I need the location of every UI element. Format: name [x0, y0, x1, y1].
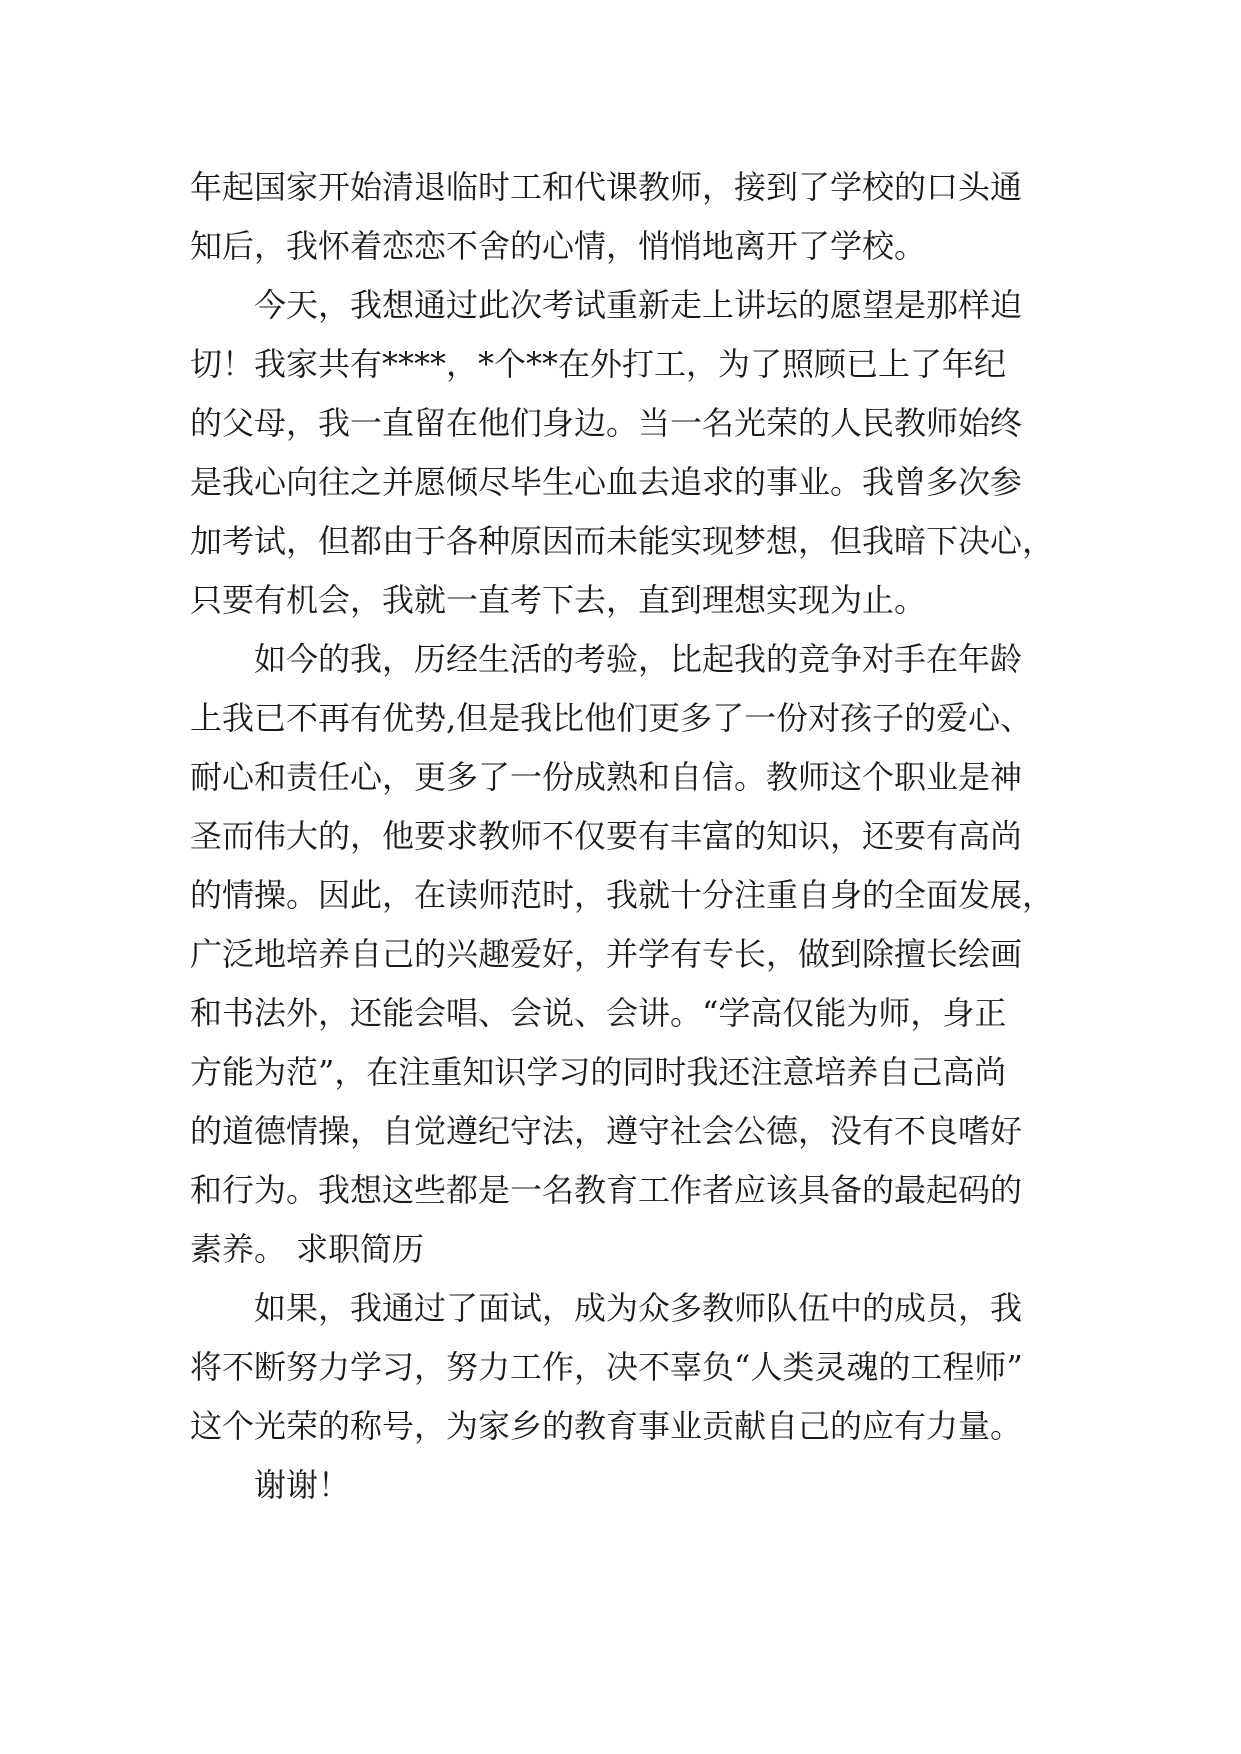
text-line: 广泛地培养自己的兴趣爱好，并学有专长，做到除擅长绘画 — [190, 935, 1023, 973]
text-line: 耐心和责任心，更多了一份成熟和自信。教师这个职业是神 — [190, 758, 1023, 796]
text-line: 如果，我通过了面试，成为众多教师队伍中的成员，我 — [254, 1289, 1023, 1327]
paragraph-1 — [190, 158, 1070, 276]
paragraph-3 — [190, 630, 1070, 1279]
text-line: 这个光荣的称号，为家乡的教育事业贡献自己的应有力量。 — [190, 1407, 1023, 1445]
text-line: 只要有机会，我就一直考下去，直到理想实现为止。 — [190, 581, 927, 619]
text-line: 和行为。我想这些都是一名教育工作者应该具备的最起码的 — [190, 1171, 1023, 1209]
text-line: 切！我家共有****，*个**在外打工，为了照顾已上了年纪 — [190, 345, 1007, 383]
text-line: 知后，我怀着恋恋不舍的心情，悄悄地离开了学校。 — [190, 227, 927, 265]
text-line: 如今的我，历经生活的考验，比起我的竞争对手在年龄 — [254, 640, 1023, 678]
text-line: 加考试，但都由于各种原因而未能实现梦想，但我暗下决心， — [190, 522, 1055, 560]
paragraph-2 — [190, 276, 1070, 630]
paragraph-5 — [190, 1456, 1070, 1515]
text-line: 谢谢！ — [254, 1466, 351, 1504]
text-line: 的情操。因此，在读师范时，我就十分注重自身的全面发展， — [190, 876, 1055, 914]
text-line: 是我心向往之并愿倾尽毕生心血去追求的事业。我曾多次参 — [190, 463, 1023, 501]
text-line: 和书法外，还能会唱、会说、会讲。“学高仅能为师，身正 — [190, 994, 1007, 1032]
text-line: 方能为范”，在注重知识学习的同时我还注意培养自己高尚 — [190, 1053, 1007, 1091]
paragraph-4 — [190, 1279, 1070, 1456]
text-line: 上我已不再有优势,但是我比他们更多了一份对孩子的爱心、 — [190, 699, 1033, 737]
text-line: 圣而伟大的，他要求教师不仅要有丰富的知识，还要有高尚 — [190, 817, 1023, 855]
text-line: 的父母，我一直留在他们身边。当一名光荣的人民教师始终 — [190, 404, 1023, 442]
text-line: 将不断努力学习，努力工作，决不辜负“人类灵魂的工程师” — [190, 1348, 1023, 1386]
document-body — [190, 158, 1070, 1515]
text-line: 今天，我想通过此次考试重新走上讲坛的愿望是那样迫 — [254, 286, 1023, 324]
text-line: 素养。 求职简历 — [190, 1230, 425, 1268]
text-line: 的道德情操，自觉遵纪守法，遵守社会公德，没有不良嗜好 — [190, 1112, 1023, 1150]
text-line: 年起国家开始清退临时工和代课教师，接到了学校的口头通 — [190, 168, 1023, 206]
